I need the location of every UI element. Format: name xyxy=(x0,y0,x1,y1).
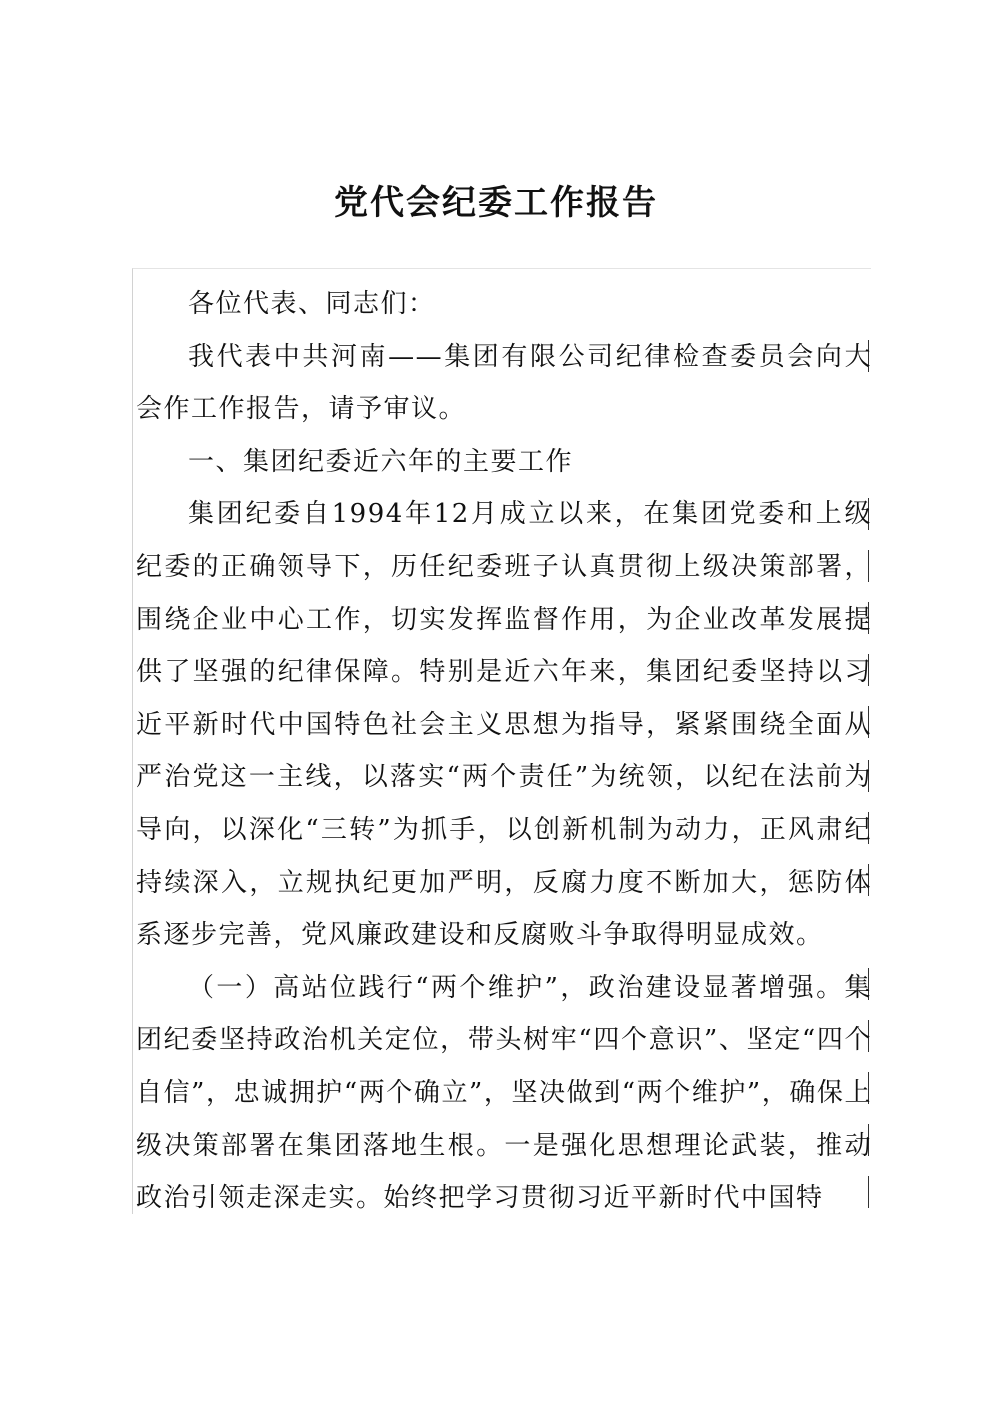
document-title: 党代会纪委工作报告 xyxy=(334,183,658,223)
body-paragraph: （一）高站位践行“两个维护”，政治建设显著增强。集团纪委坚持政治机关定位，带头树牢“四个意识”、坚定“四个自信”，忠诚拥护“两个确立”，坚决做到“两个维护”，确保上级决策部署在集团落地生根。一是强化思想理论武装，推动政治引领走深走实。始终把学习贯彻习近平新时代中国特 xyxy=(136,972,872,1214)
intro-paragraph: 我代表中共河南——集团有限公司纪律检查委员会向大会作工作报告，请予审议。 xyxy=(136,341,872,425)
section-heading: 一、集团纪委近六年的主要工作 xyxy=(188,446,574,477)
report-body xyxy=(136,278,872,1225)
salutation: 各位代表、同志们： xyxy=(188,289,436,319)
body-paragraph: 集团纪委自1994年12月成立以来，在集团党委和上级纪委的正确领导下，历任纪委班子认真贯彻上级决策部署，围绕企业中心工作，切实发挥监督作用，为企业改革发展提供了坚强的纪律保障。特别是近六年来，集团纪委坚持以习近平新时代中国特色社会主义思想为指导，紧紧围绕全面从严治党这一主线，以落实“两个责任”为统领，以纪在法前为导向，以深化“三转”为抓手，以创新机制为动力，正风肃纪持续深入，立规执纪更加严明，反腐力度不断加大，惩防体系逐步完善，党风廉政建设和反腐败斗争取得明显成效。 xyxy=(136,499,872,951)
